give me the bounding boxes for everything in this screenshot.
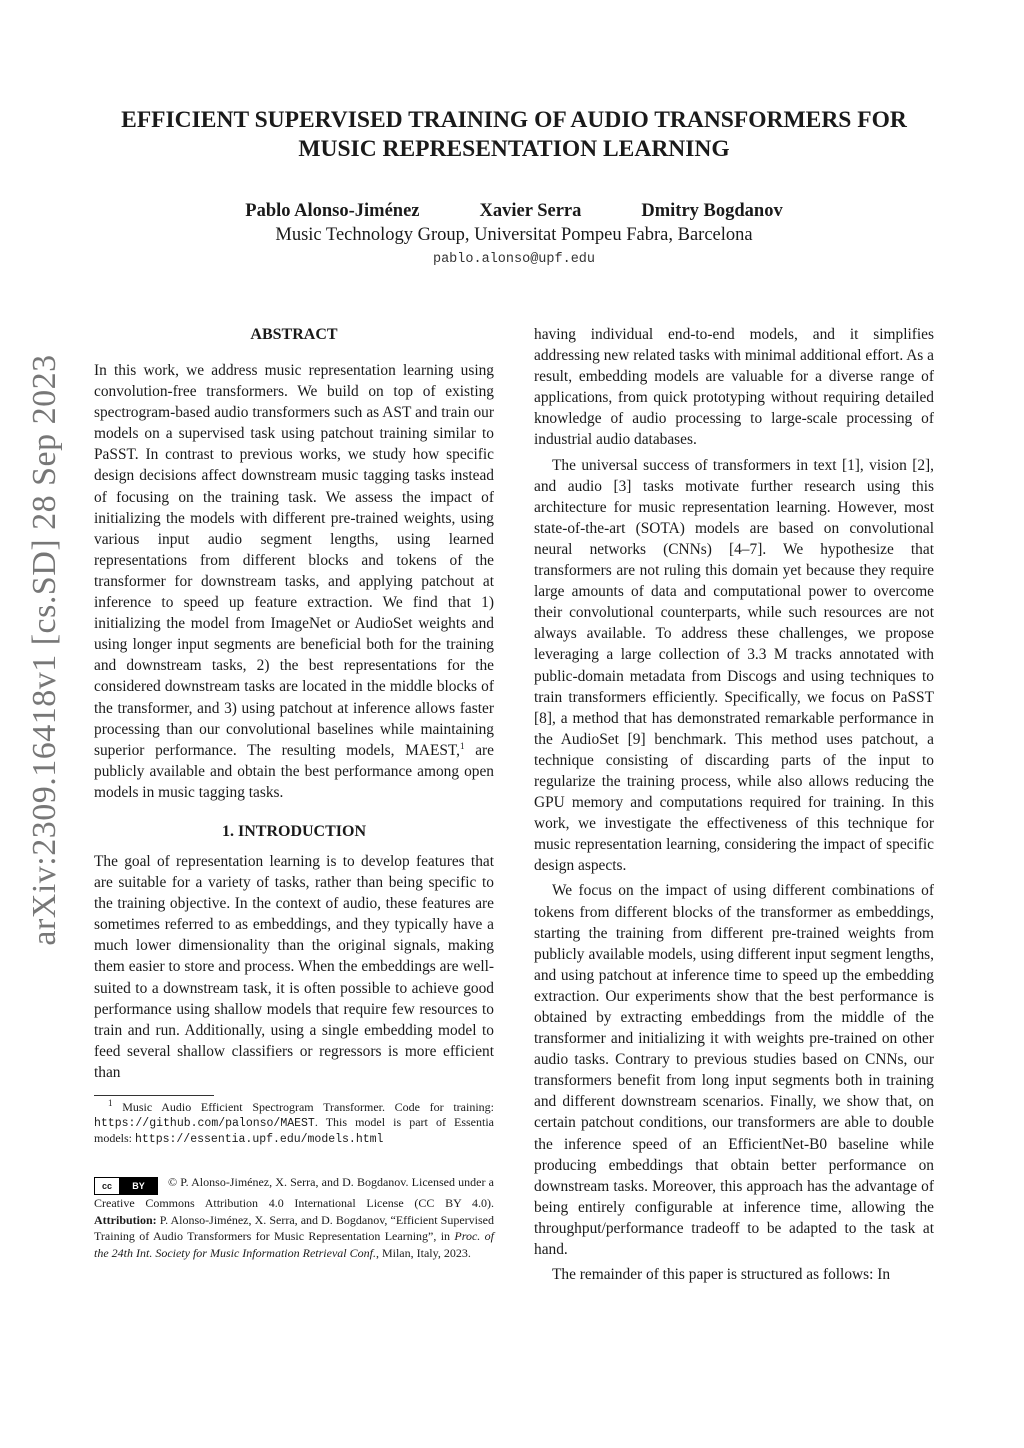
author-list (80, 200, 948, 222)
author-2: Xavier Serra (479, 201, 582, 221)
venue-name: Proc. of the 24th Int. Society for Music Information Retrieval Conf. (94, 1229, 494, 1260)
footnote-text-2: . This model is part of Essentia models: (94, 1115, 494, 1146)
introduction-paragraph-4: The remainder of this paper is structured as follows: In (552, 1266, 891, 1284)
author-1: Pablo Alonso-Jiménez (245, 201, 420, 221)
introduction-paragraph-2: The universal success of transformers in text [1], vision [2], and audio [3] tasks motivate further research using this architecture for music representation learning. However, most state-of-the-art (SOTA) models are based on convolutional neural networks (CNNs) [4–7]. We hypothesize that transformers are not ruling this domain yet because they require large amounts of data and computational power to overcome their convolutional counterparts, while such resources are not always available. To address these challenges, we propose leveraging a large collection of 3.3 M tracks annotated with public-domain metadata from Discogs and using techniques to train transformers efficiently. Specifically, we focus on PaSST [8], a method that has demonstrated remarkable performance in the AudioSet [9] benchmark. This method uses patchout, a technique consisting of discarding parts of the input to regularize the training process, while also allows reducing the GPU memory and computations required for training. In this work, we investigate the effectiveness of this technique for music representation learning, considering the impact of specific design aspects. (534, 456, 934, 875)
abstract-text (94, 360, 494, 803)
footnote-divider (94, 1095, 214, 1096)
introduction-heading: 1. INTRODUCTION (221, 822, 366, 840)
paper-title (80, 106, 948, 164)
license-text-3: , Milan, Italy, 2023. (375, 1245, 471, 1260)
abstract-text-part-2: are publicly available and obtain the best performance among open models in music tagging tasks. (94, 741, 494, 801)
arxiv-identifier: arXiv:2309.16418v1 [cs.SD] 28 Sep 2023 (26, 354, 63, 946)
footnote-marker[interactable]: 1 (460, 740, 465, 751)
introduction-paragraph-1: The goal of representation learning is to develop features that are suitable for a variety of tasks, rather than being specific to the training objective. In the context of audio, these features are sometimes referred to as embeddings, and they typically have a much lower dimensionality than the original signals, making them easier to store and process. When the embeddings are well-suited to a downstream task, it is often possible to achieve good performance using shallow models that require few resources to train and run. Additionally, using a single embedding model to feed several shallow classifiers or regressors is more efficient than (94, 852, 494, 1081)
title-line-2: MUSIC REPRESENTATION LEARNING (298, 136, 730, 162)
by-icon: BY (120, 1178, 157, 1194)
essentia-link[interactable]: https://essentia.upf.edu/models.html (135, 1133, 384, 1147)
author-3: Dmitry Bogdanov (641, 201, 783, 221)
contact-email[interactable]: pablo.alonso@upf.edu (432, 252, 596, 267)
license-notice (94, 1174, 494, 1262)
abstract-text-part-1: In this work, we address music representation learning using convolution-free transformers. We build on top of existing spectrogram-based audio transformers such as AST and train our models on a supervised task using patchout training similar to PaSST. In contrast to previous works, we study how specific design decisions affect downstream music tagging tasks instead of focusing on the training task. We assess the impact of initializing the models with different pre-trained weights, using various input audio segment lengths, using learned representations from different blocks and tokens of the transformer for downstream tasks, and applying patchout at inference to speed up feature extraction. We find that 1) initializing the model from ImageNet or AudioSet weights and using longer input segments are beneficial both for the training and downstream tasks, 2) the best representations for the considered downstream tasks are located in the middle blocks of the transformer, and 3) using patchout at inference allows faster processing than our convolutional baselines while maintaining superior performance. The resulting models, MAEST, (94, 362, 494, 759)
footnote-text-1: Music Audio Efficient Spectrogram Transformer. Code for training: (122, 1100, 495, 1114)
footnote-number: 1 (108, 1098, 113, 1108)
right-column (534, 324, 934, 1285)
affiliation: Music Technology Group, Universitat Pompeu Fabra, Barcelona (275, 225, 753, 245)
license-text-2: P. Alonso-Jiménez, X. Serra, and D. Bogdanov, “Efficient Supervised Training of Audio Transformers for Music Representation Learning”, in (94, 1212, 494, 1244)
github-link[interactable]: https://github.com/palonso/MAEST (94, 1117, 315, 1131)
cc-by-badge (94, 1177, 158, 1195)
cc-icon: cc (95, 1178, 120, 1194)
introduction-paragraph-1-continued: having individual end-to-end models, and it simplifies addressing new related tasks with minimal additional effort. As a result, embedding models are valuable for a diverse range of applications, from quick prototyping without requiring detailed knowledge of audio processing to large-scale processing of industrial audio databases. (534, 326, 934, 449)
attribution-label: Attribution: (94, 1212, 157, 1227)
left-column (94, 324, 494, 1273)
introduction-paragraph-3: We focus on the impact of using different combinations of tokens from different blocks of the transformer as embeddings, starting the training from different pre-trained weights from publicly available models, using different input segment lengths, and using patchout at inference time to speed up the embedding extraction. Our experiments show that the best performance is obtained by extracting embeddings from the middle of the transformer and initializing it with weights pre-trained on other audio tasks. Contrary to previous studies based on CNNs, our transformers benefit from long input segments both in training and different downstream scenarios. Finally, we show that, on certain patchout conditions, our transformers are able to double the inference speed of an EfficientNet-B0 baseline while producing embeddings that obtain better performance on downstream tasks. Moreover, this approach has the advantage of being entirely configurable at inference time, allowing the throughput/performance tradeoff to be adapted to the task at hand. (534, 882, 934, 1259)
license-text-1: © P. Alonso-Jiménez, X. Serra, and D. Bogdanov. Licensed under a Creative Commons Attribution 4.0 International License (CC BY 4.0). (94, 1174, 494, 1210)
footnote (94, 1100, 494, 1148)
abstract-heading: ABSTRACT (250, 326, 338, 343)
title-line-1: EFFICIENT SUPERVISED TRAINING OF AUDIO TRANSFORMERS FOR (121, 107, 907, 133)
arxiv-sidebar (20, 200, 70, 1100)
